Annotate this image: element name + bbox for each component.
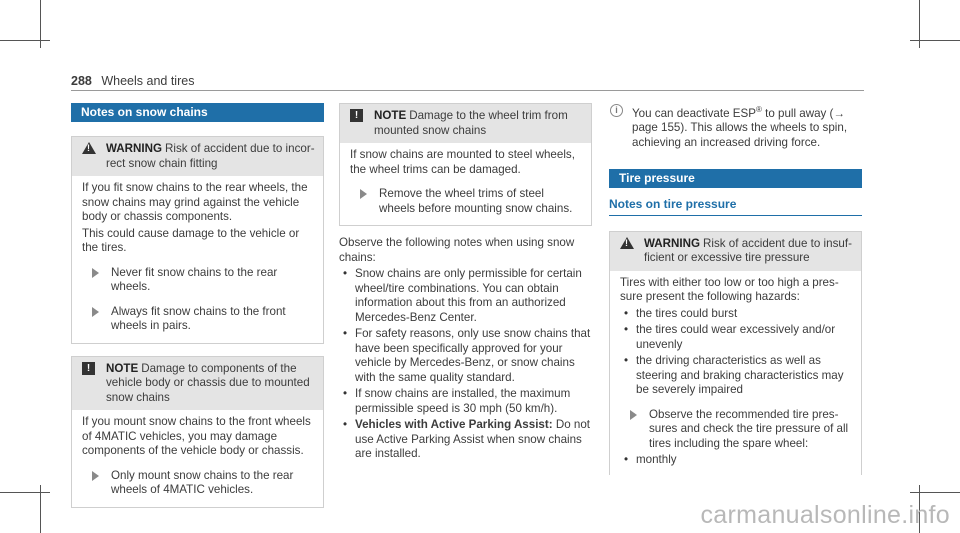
page-number: 288 xyxy=(71,74,92,88)
column-1 xyxy=(71,103,324,508)
note-exclamation-icon: ! xyxy=(82,362,95,375)
note-box-4matic xyxy=(71,356,324,508)
list-item: • the driving characteristics as well as steering and braking characteristics may be severely impaired xyxy=(620,354,853,398)
header-rule xyxy=(71,90,864,91)
list-item: • Vehicles with Active Parking Assist: Do not use Active Parking Assist when snow chains are installed. xyxy=(339,418,592,462)
intro-text: Observe the following notes when using snow chains: xyxy=(339,236,575,264)
note-heading-text: Damage to components of the vehicle body or chassis due to mounted snow chains xyxy=(106,361,310,404)
note-heading xyxy=(340,104,591,143)
note-heading-text: Damage to the wheel trim from mounted snow chains xyxy=(374,109,568,137)
action-step: Always fit snow chains to the front wheels in pairs. xyxy=(82,305,315,334)
action-step: Remove the wheel trims of steel wheels before mounting snow chains. xyxy=(350,187,583,216)
check-interval-list xyxy=(620,453,853,468)
action-step: Observe the recommended tire pressures and check the tire pressure of all tires including the spare wheel: xyxy=(620,408,853,452)
note-exclamation-icon: ! xyxy=(350,109,363,122)
warning-paragraph: This could cause damage to the vehicle or the tires. xyxy=(82,226,300,254)
list-item: • For safety reasons, only use snow chains that have been specifically approved for your vehicle by Mercedes-Benz, or snow chains with the same quality standard. xyxy=(339,327,592,385)
warning-box-snow-chains xyxy=(71,136,324,344)
section-title-tire-pressure: Tire pressure xyxy=(609,169,862,188)
note-keyword: NOTE xyxy=(106,361,139,375)
action-step: Only mount snow chains to the rear wheels of 4MATIC vehicles. xyxy=(82,469,315,498)
warning-keyword: WARNING xyxy=(644,236,701,250)
note-paragraph: If snow chains are mounted to steel wheels, the wheel trims can be damaged. xyxy=(350,148,575,176)
hazard-list xyxy=(620,307,853,398)
action-arrow-icon xyxy=(630,410,637,420)
warning-heading xyxy=(72,137,323,176)
action-arrow-icon xyxy=(92,307,99,317)
column-2 xyxy=(339,103,592,462)
warning-paragraph: If you fit snow chains to the rear wheels, the snow chains may grind against the vehicle body or chassis components. xyxy=(82,181,308,223)
warning-heading xyxy=(610,232,861,271)
list-item: • the tires could burst xyxy=(620,307,853,322)
warning-box-tire-pressure xyxy=(609,231,862,475)
action-step: Never fit snow chains to the rear wheels. xyxy=(82,266,315,295)
list-item: • the tires could wear excessively and/or unevenly xyxy=(620,323,853,352)
info-note-esp: i You can deactivate ESP® to pull away (→ page 155). This allows the wheels to spin, achieving an increased driving force. xyxy=(609,103,862,150)
action-arrow-icon xyxy=(360,189,367,199)
note-box-wheel-trim xyxy=(339,103,592,226)
page-header xyxy=(71,74,194,88)
list-item: • If snow chains are installed, the maximum permissible speed is 30 mph (50 km/h). xyxy=(339,387,592,416)
warning-triangle-icon xyxy=(82,142,96,154)
column-3 xyxy=(609,103,862,475)
note-keyword: NOTE xyxy=(374,109,407,122)
note-paragraph: If you mount snow chains to the front wheels of 4MATIC vehicles, you may damage components of the vehicle body or chassis. xyxy=(82,415,311,457)
subsection-title-notes-tire-pressure: Notes on tire pressure xyxy=(609,197,862,216)
warning-intro: Tires with either too low or too high a pressure present the following hazards: xyxy=(620,275,839,304)
warning-triangle-icon xyxy=(620,237,634,249)
warning-heading-text: Risk of accident due to insufficient or excessive tire pressure xyxy=(644,236,852,265)
watermark: carmanualsonline.info xyxy=(700,501,950,529)
warning-keyword: WARNING xyxy=(106,142,163,155)
info-icon: i xyxy=(610,104,623,117)
chapter-title: Wheels and tires xyxy=(101,74,195,88)
note-heading xyxy=(72,357,323,411)
list-item: • monthly xyxy=(620,453,853,468)
snow-chain-notes xyxy=(339,236,592,462)
action-arrow-icon xyxy=(92,471,99,481)
section-title-snow-chains: Notes on snow chains xyxy=(71,103,324,122)
action-arrow-icon xyxy=(92,268,99,278)
warning-heading-text: Risk of accident due to incorrect snow chain fitting xyxy=(106,142,315,170)
bullet-list xyxy=(339,267,592,462)
list-item: • Snow chains are only permissible for certain wheel/tire combinations. You can obtain information about this from an authorized Mercedes-Benz Center. xyxy=(339,267,592,325)
